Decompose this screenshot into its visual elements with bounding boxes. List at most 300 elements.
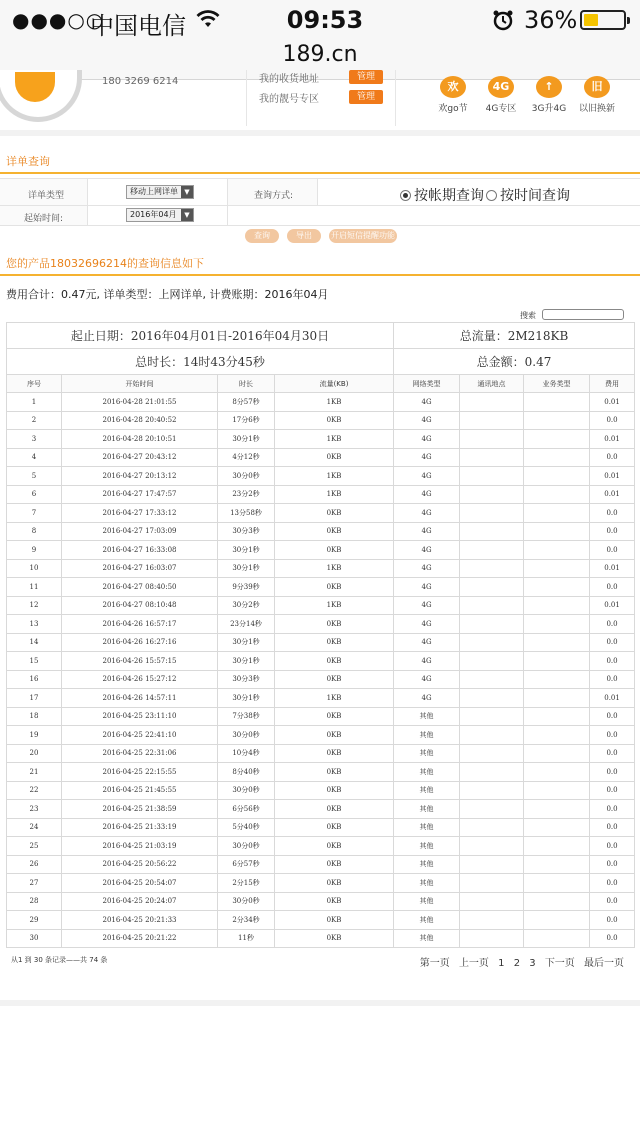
table-row — [7, 874, 635, 893]
column-header: 网络类型 — [394, 375, 460, 393]
table-cell: 2016-04-25 21:03:19 — [62, 837, 218, 856]
table-cell — [524, 929, 590, 948]
table-row — [7, 411, 635, 430]
date-range: 起止日期：2016年04月01日-2016年04月30日 — [7, 323, 394, 349]
table-cell: 0KB — [275, 615, 394, 634]
table-cell: 4G — [394, 615, 460, 634]
column-header: 开始时间 — [62, 375, 218, 393]
chevron-down-icon: ▼ — [181, 186, 193, 198]
start-label: 起始时间: — [24, 214, 64, 224]
table-cell: 2016-04-25 20:56:22 — [62, 855, 218, 874]
account-phone-number: 180 3269 6214 — [102, 76, 179, 87]
table-cell: 26 — [7, 855, 62, 874]
column-header: 流量(KB) — [275, 375, 394, 393]
table-cell: 1KB — [275, 689, 394, 708]
table-cell: 8分40秒 — [218, 763, 275, 782]
table-cell: 1KB — [275, 596, 394, 615]
radio-label: 按时间查询 — [500, 188, 570, 204]
pagination — [414, 954, 624, 969]
table-cell: 0.01 — [590, 393, 635, 412]
table-row — [7, 467, 635, 486]
promo-label: 欢go节 — [438, 104, 468, 114]
summary-row — [7, 323, 635, 349]
table-cell: 6分56秒 — [218, 800, 275, 819]
section-title-text: 您的产品18032696214的查询信息如下 — [6, 257, 204, 270]
table-cell — [460, 559, 524, 578]
table-cell: 0.01 — [590, 430, 635, 449]
table-cell: 0.0 — [590, 707, 635, 726]
fee-summary: 费用合计：0.47元, 详单类型：上网详单, 计费账期：2016年04月 — [6, 288, 329, 301]
table-cell: 2016-04-26 15:57:15 — [62, 652, 218, 671]
table-cell: 24 — [7, 818, 62, 837]
4g-icon: 4G — [488, 76, 514, 98]
table-cell — [460, 670, 524, 689]
table-cell: 其他 — [394, 707, 460, 726]
table-cell: 0.0 — [590, 615, 635, 634]
total-traffic: 总流量：2M218KB — [394, 323, 635, 349]
method-options-cell — [318, 179, 640, 205]
manage-address-button[interactable]: 管理 — [349, 70, 383, 84]
table-cell: 2016-04-28 20:10:51 — [62, 430, 218, 449]
table-cell: 4分12秒 — [218, 448, 275, 467]
table-cell: 2016-04-26 15:27:12 — [62, 670, 218, 689]
page-2-link[interactable]: 2 — [513, 958, 521, 969]
start-month-select[interactable] — [126, 208, 194, 222]
table-cell: 0KB — [275, 522, 394, 541]
table-cell: 27 — [7, 874, 62, 893]
type-select-cell — [88, 179, 228, 205]
table-cell: 2016-04-27 20:43:12 — [62, 448, 218, 467]
radio-checked-icon — [400, 190, 411, 201]
table-cell — [524, 707, 590, 726]
table-cell: 4G — [394, 485, 460, 504]
table-cell — [524, 689, 590, 708]
table-cell: 2016-04-25 20:21:33 — [62, 911, 218, 930]
table-cell: 0.0 — [590, 763, 635, 782]
table-cell — [460, 744, 524, 763]
table-cell: 2016-04-27 08:40:50 — [62, 578, 218, 597]
radio-unchecked-icon — [486, 190, 497, 201]
table-cell: 0.0 — [590, 818, 635, 837]
table-cell: 9分39秒 — [218, 578, 275, 597]
table-cell: 4G — [394, 393, 460, 412]
table-cell — [460, 633, 524, 652]
table-row — [7, 763, 635, 782]
table-cell: 0.0 — [590, 522, 635, 541]
table-cell: 0KB — [275, 707, 394, 726]
table-cell: 14 — [7, 633, 62, 652]
table-cell: 30分1秒 — [218, 652, 275, 671]
table-cell: 22 — [7, 781, 62, 800]
summary-row — [7, 349, 635, 375]
table-row — [7, 800, 635, 819]
status-bar — [0, 0, 640, 40]
signal-dots-icon: ●●●○○ — [12, 8, 105, 32]
table-cell — [460, 855, 524, 874]
table-cell: 30分2秒 — [218, 596, 275, 615]
table-cell — [524, 744, 590, 763]
table-cell: 0KB — [275, 837, 394, 856]
table-cell — [524, 578, 590, 597]
table-cell — [460, 485, 524, 504]
table-cell — [460, 430, 524, 449]
prev-page-link[interactable]: 上一页 — [458, 958, 489, 969]
table-cell: 2016-04-25 22:41:10 — [62, 726, 218, 745]
chevron-down-icon: ▼ — [181, 209, 193, 221]
table-cell: 0KB — [275, 763, 394, 782]
table-row — [7, 559, 635, 578]
table-cell: 30分0秒 — [218, 892, 275, 911]
table-row — [7, 818, 635, 837]
table-cell: 2016-04-26 14:57:11 — [62, 689, 218, 708]
table-cell — [460, 522, 524, 541]
table-cell: 4G — [394, 467, 460, 486]
table-cell: 13 — [7, 615, 62, 634]
table-cell: 2016-04-27 16:03:07 — [62, 559, 218, 578]
account-links — [246, 70, 396, 126]
happy-go-icon: 欢 — [440, 76, 466, 98]
address-link[interactable]: 我的收货地址 — [259, 74, 319, 85]
table-cell: 4G — [394, 596, 460, 615]
wifi-icon — [196, 9, 220, 29]
first-page-link[interactable]: 第一页 — [419, 958, 450, 969]
table-cell: 其他 — [394, 855, 460, 874]
start-select-cell — [88, 206, 228, 225]
table-row — [7, 726, 635, 745]
table-cell: 0.0 — [590, 652, 635, 671]
table-cell — [460, 763, 524, 782]
table-row — [7, 578, 635, 597]
table-cell — [524, 911, 590, 930]
start-label-cell — [0, 206, 88, 225]
table-cell: 其他 — [394, 744, 460, 763]
table-cell — [460, 689, 524, 708]
table-cell: 0.0 — [590, 670, 635, 689]
table-cell — [460, 911, 524, 930]
table-cell: 0.0 — [590, 448, 635, 467]
manage-number-button[interactable]: 管理 — [349, 90, 383, 104]
table-cell: 0KB — [275, 633, 394, 652]
query-row-start — [0, 206, 640, 226]
table-cell: 0.01 — [590, 485, 635, 504]
table-cell: 10分4秒 — [218, 744, 275, 763]
result-section-title — [0, 250, 640, 276]
site-header — [0, 72, 640, 136]
table-cell: 2016-04-25 21:33:19 — [62, 818, 218, 837]
promo-happy-go[interactable] — [427, 76, 479, 114]
table-cell: 30分1秒 — [218, 559, 275, 578]
table-row — [7, 781, 635, 800]
table-cell — [524, 522, 590, 541]
table-row — [7, 837, 635, 856]
table-cell — [460, 892, 524, 911]
table-cell: 其他 — [394, 929, 460, 948]
table-cell — [460, 448, 524, 467]
promo-4g-zone[interactable] — [475, 76, 527, 114]
table-cell: 0KB — [275, 411, 394, 430]
table-cell: 0.0 — [590, 800, 635, 819]
table-cell: 0.0 — [590, 411, 635, 430]
table-cell: 2016-04-27 20:13:12 — [62, 467, 218, 486]
section-title-text: 详单查询 — [6, 155, 50, 168]
search-input[interactable] — [542, 309, 624, 320]
table-cell: 12 — [7, 596, 62, 615]
table-cell: 30分0秒 — [218, 467, 275, 486]
sms-reminder-button[interactable]: 开启短信提醒功能 — [329, 229, 397, 243]
table-cell: 0.0 — [590, 837, 635, 856]
table-cell — [524, 855, 590, 874]
table-cell: 0KB — [275, 726, 394, 745]
table-cell: 2016-04-27 17:33:12 — [62, 504, 218, 523]
column-header: 时长 — [218, 375, 275, 393]
detail-type-select[interactable] — [126, 185, 194, 199]
table-cell: 4G — [394, 559, 460, 578]
radio-by-time[interactable] — [486, 185, 570, 205]
table-cell — [460, 707, 524, 726]
table-cell — [524, 763, 590, 782]
start-month-value: 2016年04月 — [130, 210, 177, 219]
table-cell — [524, 467, 590, 486]
table-cell: 18 — [7, 707, 62, 726]
table-cell: 30分3秒 — [218, 522, 275, 541]
table-cell: 1 — [7, 393, 62, 412]
table-cell: 1KB — [275, 559, 394, 578]
table-cell: 2016-04-27 08:10:48 — [62, 596, 218, 615]
table-cell: 30分0秒 — [218, 726, 275, 745]
table-row — [7, 929, 635, 948]
url-text[interactable]: 189.cn — [282, 42, 358, 67]
table-cell: 其他 — [394, 763, 460, 782]
query-button[interactable]: 查询 — [245, 229, 279, 243]
table-row — [7, 522, 635, 541]
promo-3g-upgrade[interactable] — [523, 76, 575, 114]
table-cell: 2016-04-28 20:40:52 — [62, 411, 218, 430]
table-cell: 0KB — [275, 818, 394, 837]
method-label: 查询方式: — [254, 191, 294, 201]
page-1-link[interactable]: 1 — [498, 958, 505, 969]
table-cell: 19 — [7, 726, 62, 745]
table-cell — [460, 467, 524, 486]
table-cell: 16 — [7, 670, 62, 689]
table-cell: 0.0 — [590, 633, 635, 652]
table-cell: 2016-04-28 21:01:55 — [62, 393, 218, 412]
table-cell: 4G — [394, 633, 460, 652]
table-cell: 0.0 — [590, 781, 635, 800]
table-cell — [460, 652, 524, 671]
table-cell: 2分15秒 — [218, 874, 275, 893]
table-cell: 4G — [394, 541, 460, 560]
table-cell: 0.0 — [590, 744, 635, 763]
table-cell — [460, 874, 524, 893]
table-cell: 0KB — [275, 578, 394, 597]
table-cell — [524, 837, 590, 856]
table-row — [7, 911, 635, 930]
table-cell: 0.0 — [590, 504, 635, 523]
carrier-name: 中国电信 — [90, 12, 186, 40]
table-cell — [460, 818, 524, 837]
battery-level-fill — [584, 14, 598, 26]
query-row-type — [0, 178, 640, 206]
table-cell: 7分38秒 — [218, 707, 275, 726]
table-row — [7, 504, 635, 523]
table-row — [7, 707, 635, 726]
search-label: 搜索 — [520, 311, 536, 320]
column-header: 业务类型 — [524, 375, 590, 393]
table-cell: 11秒 — [218, 929, 275, 948]
table-cell: 0KB — [275, 652, 394, 671]
table-cell: 0KB — [275, 744, 394, 763]
alarm-icon — [492, 9, 514, 31]
detail-type-value: 移动上网详单 — [130, 187, 178, 196]
table-cell: 29 — [7, 911, 62, 930]
table-cell: 5 — [7, 467, 62, 486]
table-cell: 30分1秒 — [218, 633, 275, 652]
table-cell: 2016-04-27 16:33:08 — [62, 541, 218, 560]
table-cell: 2016-04-26 16:57:17 — [62, 615, 218, 634]
table-cell: 1KB — [275, 393, 394, 412]
table-cell: 2016-04-25 20:24:07 — [62, 892, 218, 911]
table-cell: 2016-04-27 17:47:57 — [62, 485, 218, 504]
table-cell — [524, 818, 590, 837]
table-cell: 2016-04-25 22:31:06 — [62, 744, 218, 763]
table-cell — [460, 726, 524, 745]
table-cell: 2016-04-25 22:15:55 — [62, 763, 218, 782]
table-row — [7, 892, 635, 911]
table-cell: 7 — [7, 504, 62, 523]
table-cell: 2016-04-25 20:21:22 — [62, 929, 218, 948]
divider — [0, 1000, 640, 1006]
page-3-link[interactable]: 3 — [529, 958, 536, 969]
table-cell — [460, 615, 524, 634]
table-cell: 其他 — [394, 892, 460, 911]
table-cell: 0.0 — [590, 726, 635, 745]
table-cell: 2 — [7, 411, 62, 430]
promo-trade-in[interactable] — [571, 76, 623, 114]
table-cell: 30分1秒 — [218, 541, 275, 560]
table-row — [7, 596, 635, 615]
table-cell: 0.0 — [590, 892, 635, 911]
table-cell: 2016-04-26 16:27:16 — [62, 633, 218, 652]
table-cell: 11 — [7, 578, 62, 597]
table-cell — [524, 393, 590, 412]
table-cell — [524, 596, 590, 615]
table-cell: 10 — [7, 559, 62, 578]
promo-label: 4G专区 — [485, 104, 517, 114]
total-duration: 总时长：14时43分45秒 — [7, 349, 394, 375]
table-cell: 0KB — [275, 781, 394, 800]
radio-by-billing-period[interactable] — [400, 185, 484, 205]
column-header: 序号 — [7, 375, 62, 393]
table-cell: 8 — [7, 522, 62, 541]
clock-time: 09:53 — [286, 6, 364, 34]
table-cell: 0.0 — [590, 855, 635, 874]
table-cell: 23分14秒 — [218, 615, 275, 634]
last-page-link[interactable]: 最后一页 — [584, 958, 624, 969]
promo-label: 3G升4G — [531, 104, 567, 114]
table-row — [7, 485, 635, 504]
table-cell: 4G — [394, 522, 460, 541]
total-amount: 总金额：0.47 — [394, 349, 635, 375]
type-label: 详单类型 — [28, 191, 65, 201]
battery-percent: 36% — [524, 6, 578, 34]
table-row — [7, 541, 635, 560]
upgrade-arrow-icon: ↑ — [536, 76, 562, 98]
table-cell: 13分58秒 — [218, 504, 275, 523]
table-cell — [524, 652, 590, 671]
table-row — [7, 744, 635, 763]
table-cell — [460, 411, 524, 430]
table-cell — [460, 541, 524, 560]
table-cell: 0KB — [275, 874, 394, 893]
table-row — [7, 855, 635, 874]
table-cell — [524, 670, 590, 689]
table-cell — [460, 393, 524, 412]
column-header: 费用 — [590, 375, 635, 393]
export-button[interactable]: 导出 — [287, 229, 321, 243]
table-cell: 2016-04-25 21:45:55 — [62, 781, 218, 800]
table-cell: 2016-04-27 17:03:09 — [62, 522, 218, 541]
table-cell: 0.0 — [590, 578, 635, 597]
table-cell — [460, 929, 524, 948]
table-cell: 0.0 — [590, 874, 635, 893]
table-cell: 30分1秒 — [218, 430, 275, 449]
table-cell: 0KB — [275, 448, 394, 467]
table-cell: 30分1秒 — [218, 689, 275, 708]
table-cell: 0.0 — [590, 929, 635, 948]
table-cell: 5分40秒 — [218, 818, 275, 837]
radio-label: 按帐期查询 — [414, 188, 484, 204]
table-cell — [524, 781, 590, 800]
query-section-title — [0, 148, 640, 174]
table-cell: 2016-04-25 23:11:10 — [62, 707, 218, 726]
method-label-cell — [228, 179, 318, 205]
next-page-link[interactable]: 下一页 — [544, 958, 575, 969]
table-row — [7, 615, 635, 634]
table-row — [7, 670, 635, 689]
table-cell: 25 — [7, 837, 62, 856]
table-cell: 0.01 — [590, 559, 635, 578]
table-cell: 4G — [394, 652, 460, 671]
table-cell — [524, 726, 590, 745]
table-cell: 23分2秒 — [218, 485, 275, 504]
table-cell — [524, 411, 590, 430]
table-cell: 6分57秒 — [218, 855, 275, 874]
table-cell: 4G — [394, 448, 460, 467]
table-cell — [460, 781, 524, 800]
table-row — [7, 448, 635, 467]
table-cell: 0KB — [275, 670, 394, 689]
table-cell — [524, 559, 590, 578]
table-cell: 2016-04-25 20:54:07 — [62, 874, 218, 893]
table-cell: 0KB — [275, 892, 394, 911]
table-cell: 9 — [7, 541, 62, 560]
trade-in-icon: 旧 — [584, 76, 610, 98]
table-cell: 2分34秒 — [218, 911, 275, 930]
table-cell: 0.0 — [590, 541, 635, 560]
table-cell: 其他 — [394, 874, 460, 893]
table-cell — [524, 430, 590, 449]
table-cell: 30分3秒 — [218, 670, 275, 689]
table-cell — [524, 485, 590, 504]
table-cell: 0.0 — [590, 911, 635, 930]
table-cell: 20 — [7, 744, 62, 763]
table-cell: 其他 — [394, 911, 460, 930]
table-cell: 4G — [394, 411, 460, 430]
number-zone-link[interactable]: 我的靓号专区 — [259, 94, 319, 105]
type-label-cell — [0, 179, 88, 205]
table-cell: 15 — [7, 652, 62, 671]
table-cell — [524, 874, 590, 893]
